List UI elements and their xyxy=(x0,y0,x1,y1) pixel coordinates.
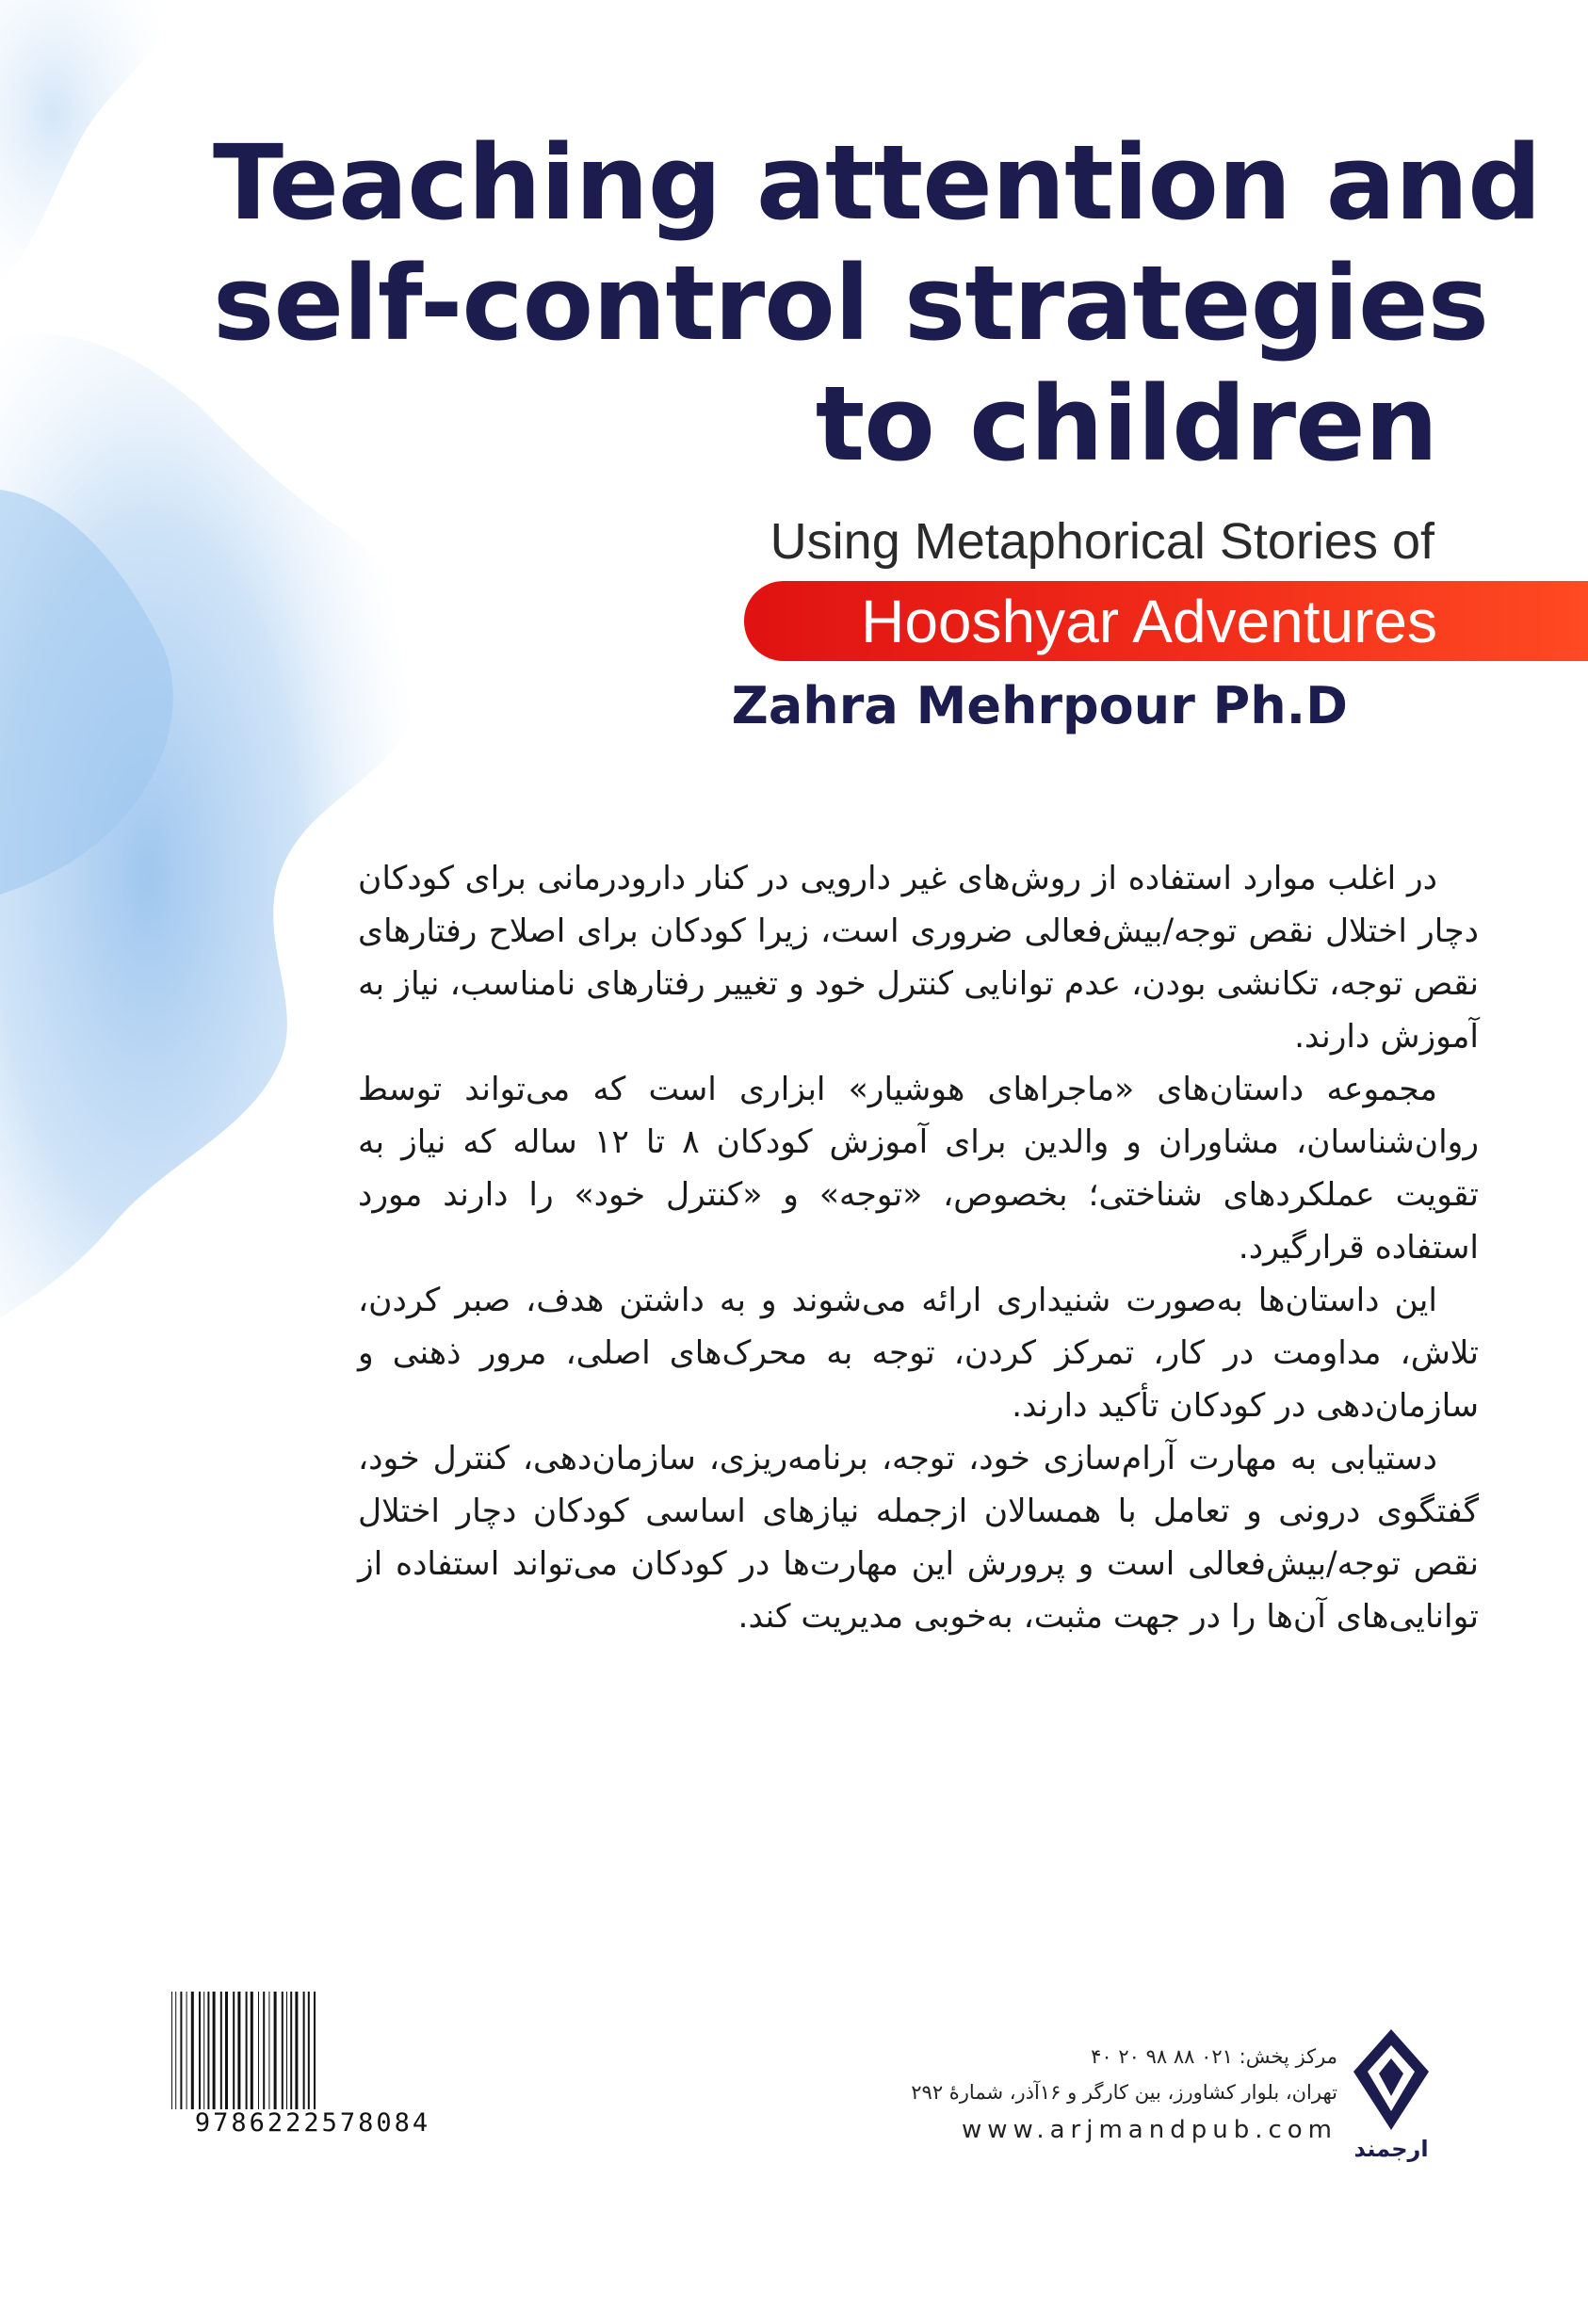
blurb xyxy=(358,852,1479,1643)
barcode-bar xyxy=(251,1992,253,2109)
barcode-bar xyxy=(246,1992,248,2109)
barcode-bar xyxy=(220,1992,222,2109)
barcode-bar xyxy=(308,1992,310,2109)
publisher-website: www.arjmandpub.com xyxy=(961,2116,1337,2144)
barcode-bar xyxy=(175,1992,176,2109)
blurb-paragraph-2: مجموعه داستان‌های «ماجراهای هوشیار» ابزاری است که می‌تواند توسط روان‌شناسان، مشاوران و والدین برای آموزش کودکان ۸ تا ۱۲ ساله که نیاز به تقویت عملکردهای شناختی؛ بخصوص، «توجه» و «کنترل خود» را دارند مورد استفاده قرارگیرد. xyxy=(358,1071,1480,1267)
blurb-paragraph-4: دستیابی به مهارت آرام‌سازی خود، توجه، برنامه‌ریزی، سازمان‌دهی، کنترل خود، گفتگوی درونی و تعامل با همسالان ازجمله نیازهای اساسی کودکان دچار اختلال نقص توجه/بیش‌فعالی است و پرورش این مهارت‌ها در کودکان می‌تواند استفاده از توانایی‌های آن‌ها را در جهت مثبت، به‌خوبی مدیریت کند. xyxy=(358,1440,1479,1636)
title-line-3: to children xyxy=(815,363,1437,484)
blurb-paragraph-3: این داستان‌ها به‌صورت شنیداری ارائه می‌شوند و به داشتن هدف، صبر کردن، تلاش، مداومت در کار، تمرکز کردن، توجه به محرک‌های اصلی، مرور ذهنی و سازمان‌دهی در کودکان تأکید دارند. xyxy=(358,1282,1479,1425)
barcode-bar xyxy=(180,1992,182,2109)
barcode-bar xyxy=(263,1992,265,2109)
author: Zahra Mehrpour Ph.D xyxy=(731,676,1348,735)
title-line-2: self-control strategies xyxy=(213,243,1489,363)
publisher-logo-name: ارجمند xyxy=(1353,2136,1429,2162)
barcode-bar xyxy=(237,1992,240,2109)
publisher-info xyxy=(876,2039,1337,2148)
barcode-bar xyxy=(171,1992,172,2109)
distribution-center: مرکز پخش: ۰۲۱ ۸۸ ۹۸ ۲۰ ۴۰ xyxy=(1091,2045,1337,2068)
barcode-bar xyxy=(213,1992,216,2109)
barcode-bar xyxy=(303,1992,305,2109)
barcode-bar xyxy=(191,1992,194,2109)
barcode-bar xyxy=(282,1992,284,2109)
barcode-bar xyxy=(274,1992,277,2109)
publisher-logo-icon xyxy=(1349,2025,1434,2138)
title-line-1: Teaching attention and xyxy=(213,122,1541,243)
barcode-bar xyxy=(199,1992,201,2109)
subtitle: Using Metaphorical Stories of xyxy=(770,513,1434,570)
barcode-bar xyxy=(290,1992,292,2109)
barcode-bar xyxy=(295,1992,298,2109)
barcode-bar xyxy=(233,1992,235,2109)
barcode-bars xyxy=(168,1992,458,2109)
book-title xyxy=(213,122,1541,484)
barcode-bar xyxy=(186,1992,187,2109)
barcode-bar xyxy=(258,1992,259,2109)
series-title: Hooshyar Adventures xyxy=(861,588,1437,655)
blurb-paragraph-1: در اغلب موارد استفاده از روش‌های غیر دارویی در کنار دارودرمانی برای کودکان دچار اختلال نقص توجه/بیش‌فعالی ضروری است، زیرا کودکان برای اصلاح رفتارهای نقص توجه، تکانشی بودن، عدم توانایی کنترل خود و تغییر رفتارهای نامناسب، نیاز به آموزش دارند. xyxy=(358,860,1479,1056)
barcode-bar xyxy=(314,1992,316,2109)
publisher-address: تهران، بلوار کشاورز، بین کارگر و ۱۶آذر، شمارهٔ ۲۹۲ xyxy=(911,2081,1337,2104)
barcode-bar xyxy=(225,1992,228,2109)
isbn-number: 9786222578084 xyxy=(194,2108,431,2138)
barcode-bar xyxy=(203,1992,204,2109)
barcode-bar xyxy=(286,1992,287,2109)
barcode-bar xyxy=(207,1992,209,2109)
barcode-bar xyxy=(268,1992,269,2109)
